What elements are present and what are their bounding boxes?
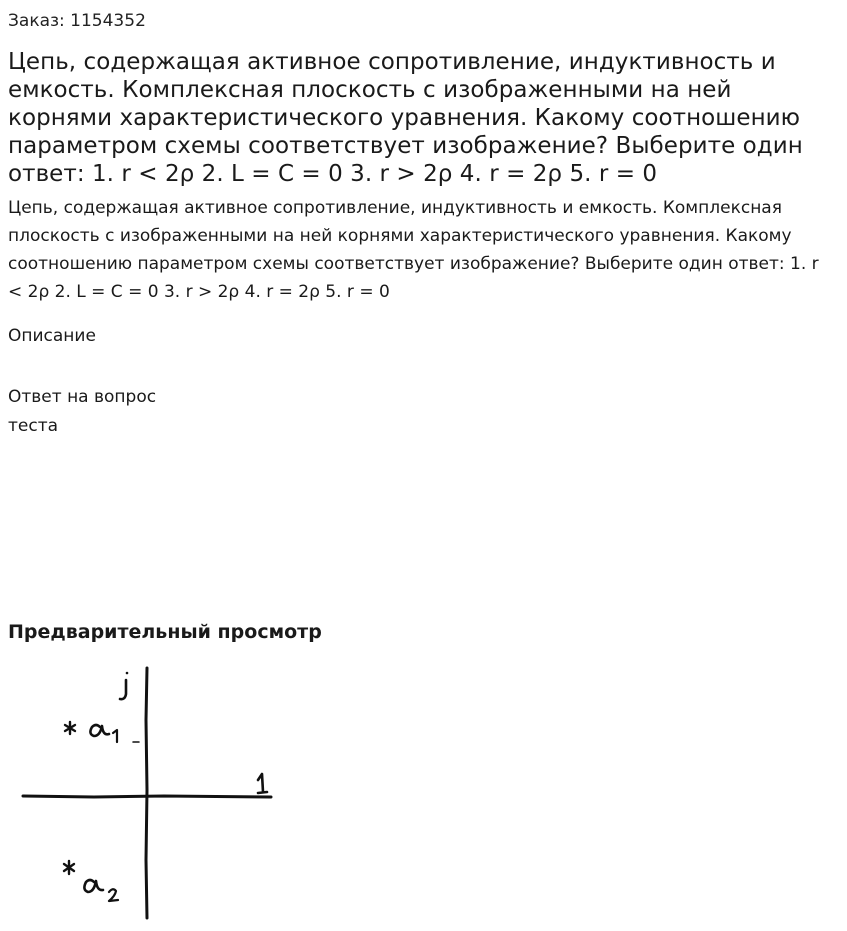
root-2-subscript — [109, 889, 118, 901]
root-1-marker — [65, 722, 75, 734]
imag-axis-label-j-dot — [126, 672, 129, 675]
description-label: Описание — [8, 326, 96, 346]
complex-plane-sketch — [14, 660, 284, 925]
page-content — [8, 0, 838, 441]
real-axis — [23, 796, 271, 797]
preview-image — [14, 660, 284, 925]
root-1-subscript — [113, 730, 117, 742]
order-number: Заказ: 1154352 — [8, 11, 146, 31]
real-axis-label-1 — [258, 774, 267, 793]
imaginary-axis — [146, 668, 147, 918]
root-1-alpha — [90, 725, 109, 736]
preview-heading: Предварительный просмотр — [8, 621, 322, 643]
root-2-alpha — [84, 880, 103, 892]
imag-axis-label-j — [120, 680, 126, 699]
root-2-marker — [64, 861, 74, 874]
answer-text: Ответ на вопрос теста — [8, 387, 157, 436]
page-title: Цепь, содержащая активное сопротивление, индуктивность и емкость. Комплексная плоскость с изображенными на ней корнями характеристического уравнения. Какому соотношению параметром схемы соответствует изображение? Выберите один ответ: 1. r < 2ρ 2. L = C = 0 3. r > 2ρ 4. r = 2ρ 5. r = 0 — [8, 49, 803, 187]
question-text: Цепь, содержащая активное сопротивление, индуктивность и емкость. Комплексная плоскость с изображенными на ней корнями характеристического уравнения. Какому соотношению параметром схемы соответствует изображение? Выберите один ответ: 1. r < 2ρ 2. L = C = 0 3. r > 2ρ 4. r = 2ρ 5. r = 0 — [8, 198, 819, 302]
